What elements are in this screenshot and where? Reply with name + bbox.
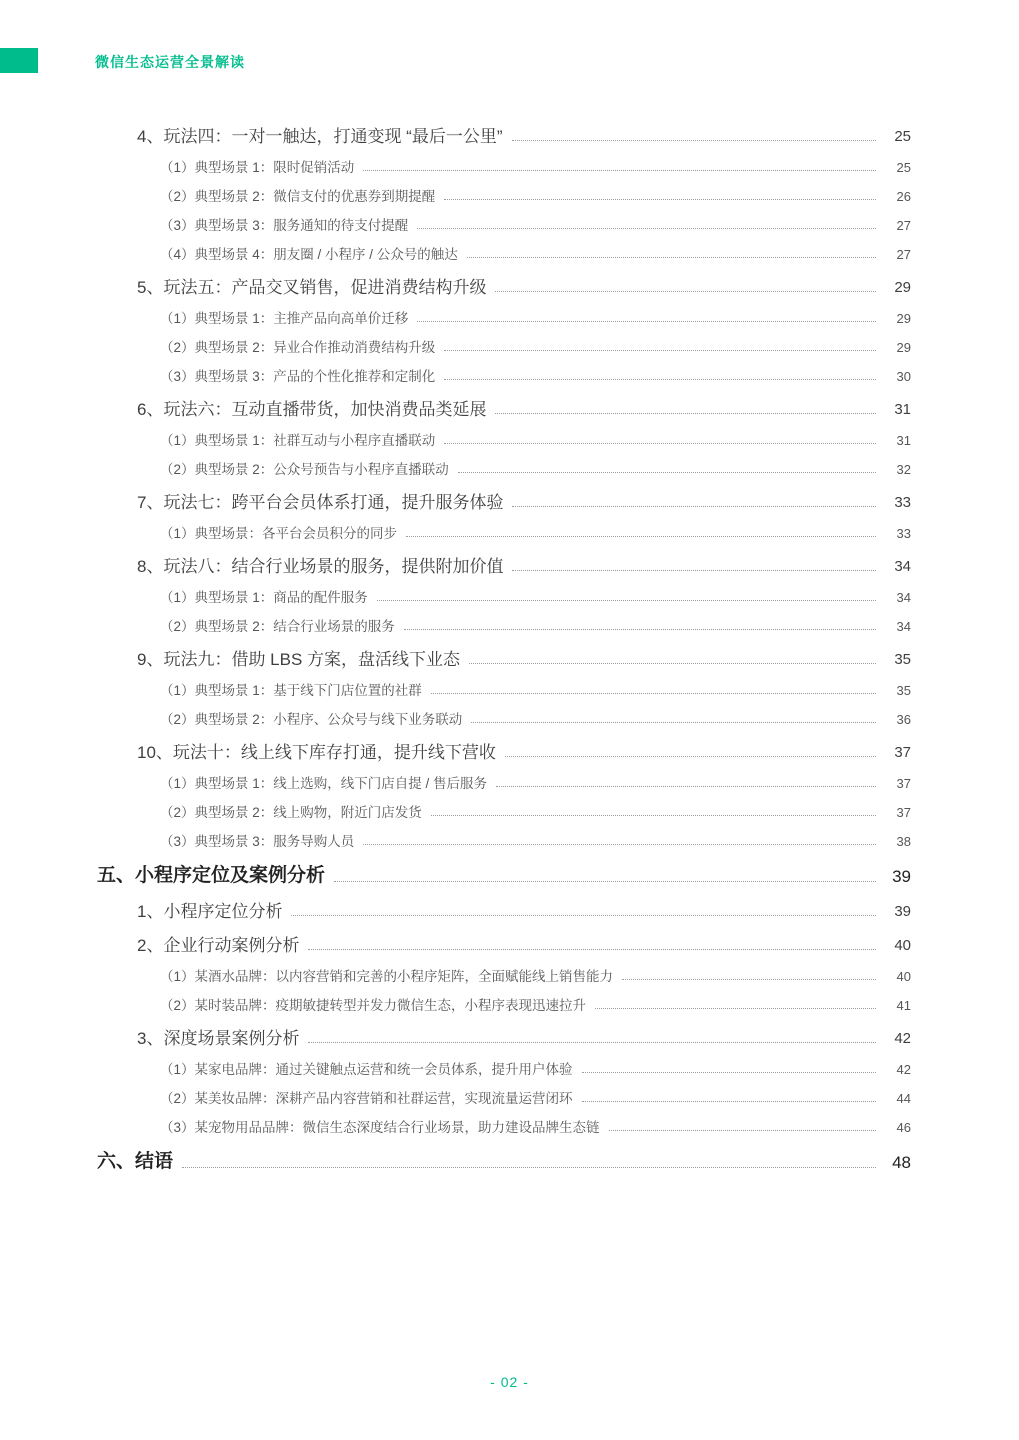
toc-entry: [160, 370, 911, 384]
dotted-leader: [582, 1101, 876, 1102]
dotted-leader: [444, 443, 876, 444]
toc-entry-page: 33: [894, 494, 911, 511]
dotted-leader: [512, 570, 876, 571]
dotted-leader: [505, 756, 876, 757]
dotted-leader: [495, 291, 876, 292]
header-accent-bar: [0, 48, 38, 73]
dotted-leader: [308, 1042, 876, 1043]
toc-entry: [137, 744, 911, 761]
toc-entry: [137, 401, 911, 418]
toc-entry-page: 39: [892, 867, 911, 886]
toc-entry: [160, 1092, 911, 1106]
toc: [97, 128, 911, 1189]
toc-entry-page: 27: [896, 247, 911, 262]
toc-entry-label: 8、玩法八：结合行业场景的服务，提供附加价值: [137, 557, 504, 576]
toc-entry-label: 7、玩法七：跨平台会员体系打通，提升服务体验: [137, 493, 504, 512]
toc-entry-page: 32: [896, 462, 911, 477]
dotted-leader: [471, 722, 876, 723]
toc-entry: [97, 866, 911, 886]
toc-entry: [137, 279, 911, 296]
toc-entry-label: （1）典型场景 1：社群互动与小程序直播联动: [160, 433, 436, 448]
toc-entry-label: 3、深度场景案例分析: [137, 1029, 300, 1048]
toc-entry-label: （1）典型场景：各平台会员积分的同步: [160, 526, 398, 541]
dotted-leader: [444, 379, 876, 380]
toc-entry-label: （1）典型场景 1：线上选购，线下门店自提 / 售后服务: [160, 776, 488, 791]
toc-group: [97, 903, 911, 920]
toc-entry-page: 34: [896, 590, 911, 605]
toc-entry: [137, 494, 911, 511]
toc-entry-page: 37: [894, 744, 911, 761]
toc-entry-page: 39: [894, 903, 911, 920]
dotted-leader: [363, 844, 876, 845]
toc-entry-page: 27: [896, 218, 911, 233]
toc-entry: [160, 591, 911, 605]
toc-entry-label: （2）某时装品牌：疫期敏捷转型并发力微信生态，小程序表现迅速拉升: [160, 998, 587, 1013]
toc-group: [97, 558, 911, 634]
toc-entry: [160, 463, 911, 477]
toc-entry: [137, 903, 911, 920]
toc-entry-label: （4）典型场景 4：朋友圈 / 小程序 / 公众号的触达: [160, 247, 458, 262]
toc-entry-page: 42: [894, 1030, 911, 1047]
toc-entry-label: （3）典型场景 3：产品的个性化推荐和定制化: [160, 369, 436, 384]
toc-entry-page: 34: [896, 619, 911, 634]
toc-entry-page: 44: [896, 1091, 911, 1106]
toc-group: [97, 401, 911, 477]
toc-entry-page: 42: [896, 1062, 911, 1077]
toc-entry-label: （1）典型场景 1：商品的配件服务: [160, 590, 368, 605]
toc-entry-page: 29: [896, 311, 911, 326]
dotted-leader: [377, 600, 876, 601]
toc-entry-page: 35: [894, 651, 911, 668]
dotted-leader: [334, 881, 876, 882]
toc-entry-label: 五、小程序定位及案例分析: [97, 865, 326, 886]
toc-entry-page: 25: [894, 128, 911, 145]
dotted-leader: [622, 979, 876, 980]
toc-group: [97, 1030, 911, 1135]
dotted-leader: [469, 663, 876, 664]
toc-entry-label: （2）某美妆品牌：深耕产品内容营销和社群运营，实现流量运营闭环: [160, 1091, 573, 1106]
toc-entry: [160, 684, 911, 698]
toc-entry-page: 31: [894, 401, 911, 418]
dotted-leader: [406, 536, 876, 537]
toc-entry-label: 六、结语: [97, 1151, 174, 1172]
toc-group: [97, 937, 911, 1013]
toc-entry: [137, 558, 911, 575]
toc-entry: [137, 937, 911, 954]
toc-entry-page: 35: [896, 683, 911, 698]
toc-entry-page: 29: [894, 279, 911, 296]
toc-entry-label: 5、玩法五：产品交叉销售，促进消费结构升级: [137, 278, 487, 297]
toc-entry-label: （1）某家电品牌：通过关键触点运营和统一会员体系，提升用户体验: [160, 1062, 573, 1077]
toc-group: [97, 744, 911, 849]
toc-entry-label: （3）某宠物用品品牌：微信生态深度结合行业场景，助力建设品牌生态链: [160, 1120, 600, 1135]
toc-entry: [160, 806, 911, 820]
dotted-leader: [431, 815, 876, 816]
toc-entry-label: （3）典型场景 3：服务导购人员: [160, 834, 355, 849]
toc-entry-page: 38: [896, 834, 911, 849]
toc-entry-label: （1）典型场景 1：基于线下门店位置的社群: [160, 683, 422, 698]
toc-entry-page: 29: [896, 340, 911, 355]
toc-entry-page: 46: [896, 1120, 911, 1135]
toc-entry: [160, 161, 911, 175]
toc-entry: [160, 434, 911, 448]
toc-entry: [160, 970, 911, 984]
toc-entry: [160, 713, 911, 727]
toc-entry-label: （2）典型场景 2：异业合作推动消费结构升级: [160, 340, 436, 355]
dotted-leader: [417, 228, 876, 229]
dotted-leader: [467, 257, 876, 258]
toc-entry-label: （3）典型场景 3：服务通知的待支付提醒: [160, 218, 409, 233]
toc-group: [97, 494, 911, 541]
toc-entry: [160, 341, 911, 355]
dotted-leader: [417, 321, 876, 322]
dotted-leader: [609, 1130, 876, 1131]
dotted-leader: [595, 1008, 876, 1009]
toc-entry-page: 37: [896, 805, 911, 820]
dotted-leader: [582, 1072, 876, 1073]
toc-entry-label: （2）典型场景 2：微信支付的优惠券到期提醒: [160, 189, 436, 204]
toc-entry-label: 1、小程序定位分析: [137, 902, 283, 921]
toc-entry-page: 40: [896, 969, 911, 984]
toc-entry-page: 31: [896, 433, 911, 448]
toc-entry-page: 25: [896, 160, 911, 175]
toc-group: [97, 866, 911, 886]
dotted-leader: [512, 140, 877, 141]
toc-entry-page: 34: [894, 558, 911, 575]
toc-entry-label: 2、企业行动案例分析: [137, 936, 300, 955]
toc-entry-page: 26: [896, 189, 911, 204]
toc-group: [97, 279, 911, 384]
dotted-leader: [512, 506, 876, 507]
page-number-footer: - 02 -: [490, 1374, 529, 1390]
toc-group: [97, 1152, 911, 1172]
toc-entry-page: 30: [896, 369, 911, 384]
toc-group: [97, 651, 911, 727]
dotted-leader: [444, 350, 876, 351]
toc-entry: [137, 128, 911, 145]
toc-entry-label: 9、玩法九：借助 LBS 方案，盘活线下业态: [137, 650, 461, 669]
toc-entry-label: （2）典型场景 2：线上购物，附近门店发货: [160, 805, 422, 820]
dotted-leader: [458, 472, 876, 473]
toc-entry: [137, 1030, 911, 1047]
toc-entry-label: 10、玩法十：线上线下库存打通，提升线下营收: [137, 743, 496, 762]
toc-entry: [160, 1121, 911, 1135]
dotted-leader: [363, 170, 876, 171]
toc-entry: [137, 651, 911, 668]
toc-entry: [160, 248, 911, 262]
dotted-leader: [495, 413, 876, 414]
dotted-leader: [444, 199, 876, 200]
toc-entry-label: （2）典型场景 2：公众号预告与小程序直播联动: [160, 462, 449, 477]
toc-entry: [160, 312, 911, 326]
toc-entry-label: （1）典型场景 1：主推产品向高单价迁移: [160, 311, 409, 326]
toc-entry-label: （2）典型场景 2：结合行业场景的服务: [160, 619, 395, 634]
dotted-leader: [182, 1167, 876, 1168]
toc-entry-label: 6、玩法六：互动直播带货，加快消费品类延展: [137, 400, 487, 419]
toc-entry: [160, 620, 911, 634]
toc-entry: [160, 835, 911, 849]
toc-group: [97, 128, 911, 262]
document-header-title: 微信生态运营全景解读: [95, 54, 245, 70]
dotted-leader: [308, 949, 876, 950]
toc-entry: [97, 1152, 911, 1172]
toc-entry: [160, 219, 911, 233]
toc-entry-label: （1）某酒水品牌：以内容营销和完善的小程序矩阵，全面赋能线上销售能力: [160, 969, 614, 984]
dotted-leader: [431, 693, 876, 694]
toc-entry-label: 4、玩法四：一对一触达，打通变现 “最后一公里”: [137, 127, 503, 146]
toc-entry-page: 40: [894, 937, 911, 954]
toc-entry-page: 48: [892, 1153, 911, 1172]
toc-entry: [160, 777, 911, 791]
toc-entry: [160, 527, 911, 541]
dotted-leader: [291, 915, 876, 916]
toc-entry-label: （2）典型场景 2：小程序、公众号与线下业务联动: [160, 712, 463, 727]
toc-entry: [160, 999, 911, 1013]
dotted-leader: [496, 786, 876, 787]
toc-entry: [160, 190, 911, 204]
toc-entry-page: 37: [896, 776, 911, 791]
toc-entry-page: 33: [896, 526, 911, 541]
toc-entry-label: （1）典型场景 1：限时促销活动: [160, 160, 355, 175]
dotted-leader: [404, 629, 876, 630]
toc-entry: [160, 1063, 911, 1077]
toc-entry-page: 41: [896, 998, 911, 1013]
toc-entry-page: 36: [896, 712, 911, 727]
